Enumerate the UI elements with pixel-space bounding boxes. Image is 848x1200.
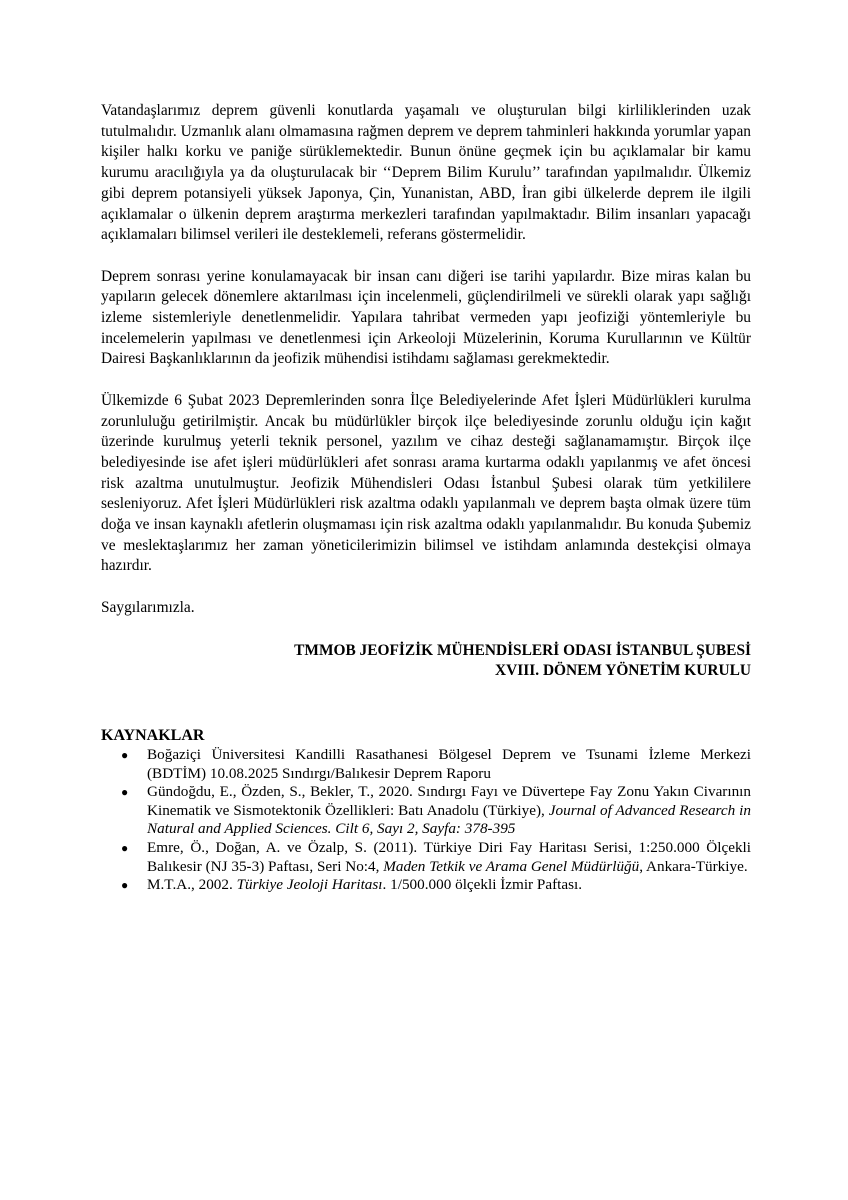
body-paragraph-3: Ülkemizde 6 Şubat 2023 Depremlerinden sonra İlçe Belediyelerinde Afet İşleri Müdürlükleri kurulma zorunluluğu getirilmiştir. Ancak bu müdürlükler birçok ilçe belediyesinde zorunlu olduğu için kağıt üzerinde kurulmuş yeterli teknik personel, yazılım ve cihaz desteği sağlanamamıştır. Birçok ilçe belediyesinde ise afet işleri müdürlükleri afet sonrası arama kurtarma odaklı yapılanmış ve afet öncesi risk azaltma unutulmuştur. Jeofizik Mühendisleri Odası İstanbul Şubesi olarak tüm yetkililere sesleniyoruz. Afet İşleri Müdürlükleri risk azaltma odaklı yapılanmalı ve deprem başta olmak üzere tüm doğa ve insan kaynaklı afetlerin oluşmaması için risk azaltma odaklı yapılanmalıdır. Bu konuda Şubemiz ve meslektaşlarımız her zaman yöneticilerimizin bilimsel ve istihdam anlamında destekçisi olmaya hazırdır. [101,391,751,575]
reference-item [101,783,751,839]
reference-item [101,746,751,783]
reference-item [101,839,751,876]
signature-board: XVIII. DÖNEM YÖNETİM KURULU [495,662,751,680]
closing-greeting: Saygılarımızla. [101,598,195,616]
references-heading: KAYNAKLAR [101,726,205,744]
reference-italic: Türkiye Jeoloji Haritası [236,876,383,894]
reference-text: M.T.A., 2002. [147,876,237,894]
reference-italic: Maden Tetkik ve Arama Genel Müdürlüğü [383,857,640,875]
bullet-icon: ● [121,878,129,893]
reference-text: Emre, Ö., Doğan, A. ve Özalp, S. (2011). Türkiye Diri Fay Haritası Serisi, 1:250.000 Ölçekli Balıkesir (NJ 35-3) Paftası, Seri No:4, [147,838,751,875]
reference-tail: . 1/500.000 ölçekli İzmir Paftası. [382,876,583,894]
body-paragraph-1: Vatandaşlarımız deprem güvenli konutlarda yaşamalı ve oluşturulan bilgi kirliliklerinden uzak tutulmalıdır. Uzmanlık alanı olmamasına rağmen deprem ve deprem tahminleri hakkında yorumlar yapan kişiler halkı korku ve paniğe sürüklemektedir. Bunun önüne geçmek için bu açıklamalar bir kamu kurumu aracılığıyla ya da oluşturulacak bir ‘‘Deprem Bilim Kurulu’’ tarafından yapılmalıdır. Ülkemiz gibi deprem potansiyeli yüksek Japonya, Çin, Yunanistan, ABD, İran gibi ülkelerde deprem ile ilgili açıklamalar o ülkenin deprem araştırma merkezleri tarafından yapılmaktadır. Bilim insanları yapacağı açıklamaları bilimsel verileri ile desteklemeli, referans göstermelidir. [101,102,751,244]
document-page [101,101,751,895]
signature-organization: TMMOB JEOFİZİK MÜHENDİSLERİ ODASI İSTANBUL ŞUBESİ [294,641,751,659]
reference-italic: Journal of Advanced Research in Natural and Applied Sciences. Cilt 6, Sayı 2, Sayfa: 378-395 [147,801,751,838]
reference-item [101,876,751,895]
body-paragraph-2: Deprem sonrası yerine konulamayacak bir insan canı diğeri ise tarihi yapılardır. Bize miras kalan bu yapıların gelecek dönemlere aktarılması için incelenmeli, güçlendirilmeli ve sürekli olarak yapı sağlığı izleme sistemleriyle denetlenmelidir. Yapılara tahribat vermeden yapı jeofiziği yöntemleriyle bu incelemelerin yapılması ve denetlenmesi için Arkeoloji Müzelerinin, Koruma Kurullarının ve Kültür Dairesi Başkanlıklarının da jeofizik mühendisi istihdamı sağlaması gerekmektedir. [101,267,751,368]
reference-text: Gündoğdu, E., Özden, S., Bekler, T., 2020. Sındırgı Fayı ve Düvertepe Fay Zonu Yakın Civarının Kinematik ve Sismotektonik Özellikleri: Batı Anadolu (Türkiye), [147,783,751,819]
bullet-icon: ● [121,747,129,762]
reference-tail: , Ankara-Türkiye. [639,857,748,875]
bullet-icon: ● [121,840,129,855]
bullet-icon: ● [121,785,129,800]
references-list [101,746,751,895]
reference-text: Boğaziçi Üniversitesi Kandilli Rasathanesi Bölgesel Deprem ve Tsunami İzleme Merkezi (BDTİM) 10.08.2025 Sındırgı/Balıkesir Deprem Raporu [147,745,751,782]
signature-block [101,641,751,682]
